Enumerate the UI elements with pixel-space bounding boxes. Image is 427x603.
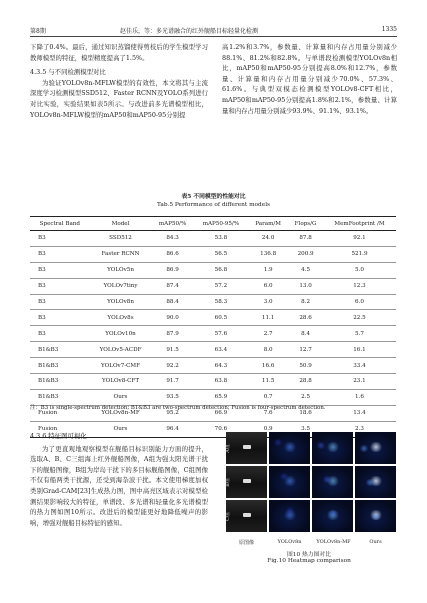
- table-caption-cn: 表5 不同模型的性能对比: [181, 194, 246, 200]
- cell-spectral-band: B1&B3: [30, 389, 90, 405]
- cell-model: YOLOv5n: [90, 262, 152, 278]
- cell-memfootprint: 521.9: [323, 246, 396, 262]
- cell-flops: 87.8: [288, 231, 323, 247]
- header-map50: mAP50/%: [151, 217, 193, 231]
- cell-map50: 88.4: [151, 294, 193, 310]
- cell-map50: 96.4: [151, 421, 193, 437]
- header-rule: [30, 36, 397, 37]
- heat-spot: [371, 513, 381, 520]
- heat-spot: [316, 442, 326, 449]
- cell-model: YOLOv7tiny: [90, 278, 152, 294]
- section-435-body: 为验证YOLOv8n-MFLW模型的有效性，本文将其与主流深度学习检测模型SSD512、Faster RCNN及YOLO系列进行对比实验，实验结果如表5所示。与改进前多光谱模型相比，YOLOv8n-MFLW模型的mAP50和mAP50-95分别提: [30, 78, 208, 119]
- table-row: [30, 310, 396, 326]
- cell-map50-95: 63.4: [194, 342, 248, 358]
- cell-model: YOLOv10n: [90, 326, 152, 342]
- heatmap-image: [269, 432, 310, 464]
- heat-spot: [279, 473, 289, 480]
- cell-memfootprint: 33.4: [323, 358, 396, 374]
- heat-spot: [283, 442, 297, 452]
- cell-map50-95: 58.3: [194, 294, 248, 310]
- header-param: Param/M: [248, 217, 288, 231]
- cell-map50-95: 57.2: [194, 278, 248, 294]
- cell-model: YOLOv5-ACDF: [90, 342, 152, 358]
- cell-flops: 28.6: [288, 310, 323, 326]
- cell-memfootprint: 6.0: [323, 294, 396, 310]
- cell-param: 11.5: [248, 374, 288, 390]
- table-caption-en: Tab.5 Performance of different models: [156, 202, 271, 208]
- heat-spot: [369, 442, 383, 452]
- cell-spectral-band: B1&B3: [30, 374, 90, 390]
- cell-model: Ours: [90, 389, 152, 405]
- cell-memfootprint: 22.5: [323, 310, 396, 326]
- section-436-body: 为了更直观地观察模型在舰船目标识别能力方面的提升，选取A、B、C三组海上红外舰船图像，A组为强太阳光谱干扰下的舰船图像，B组为岸岛干扰下的多目标舰船图像，C组图像不仅有船两类干扰源，还受到海杂波干扰。本文使用梯度加权类别Grad-CAM[23]生成热力图，图中高亮区域表示对模型检测结果影响较大的特征，单谱段、多光谱和轻量化多光谱模型的热力图如图10所示。改进后的模型能更好地降低噪声的影响，增强对舰船目标特征的感知。: [30, 444, 208, 527]
- cell-model: YOLOv7-CMF: [90, 358, 152, 374]
- cell-model: YOLOv8n: [90, 294, 152, 310]
- cell-flops: 13.0: [288, 278, 323, 294]
- header-flops: Flops/G: [288, 217, 323, 231]
- cell-map50: 91.7: [151, 374, 193, 390]
- cell-flops: 50.9: [288, 358, 323, 374]
- left-top-paragraph: 下降了0.4%。最后，通过知识蒸馏使得剪枝后的学生模型学习教师模型的特征，模型精度提高了1.5%。: [30, 43, 208, 62]
- cell-spectral-band: B3: [30, 310, 90, 326]
- cell-map50: 86.9: [151, 262, 193, 278]
- header-map50-95: mAP50-95/%: [194, 217, 248, 231]
- right-column-top: [222, 42, 397, 116]
- table-note: 注：B3 is single-spectrum detection; B1&B3 are two-spectrum detection; Fusion is four-spectrum detection.: [30, 405, 326, 411]
- cell-spectral-band: B3: [30, 278, 90, 294]
- original-ir-image: [226, 432, 267, 464]
- row-label: B组: [224, 478, 231, 487]
- cell-map50-95: 65.9: [194, 389, 248, 405]
- cell-flops: 12.7: [288, 342, 323, 358]
- cell-memfootprint: 5.7: [323, 326, 396, 342]
- row-label: A组: [224, 444, 231, 453]
- original-ir-image: [226, 500, 267, 532]
- cell-map50-95: 66.9: [194, 405, 248, 421]
- heat-spot: [326, 442, 340, 452]
- heat-spot: [322, 476, 332, 483]
- table-caption: [0, 191, 427, 208]
- cell-spectral-band: B3: [30, 326, 90, 342]
- cell-model: Faster RCNN: [90, 246, 152, 262]
- table-row: [30, 246, 396, 262]
- cell-map50: 92.2: [151, 358, 193, 374]
- col-label-original: 原图像: [238, 540, 254, 546]
- cell-memfootprint: 12.3: [323, 278, 396, 294]
- cell-spectral-band: Fusion: [30, 405, 90, 421]
- cell-flops: 2.5: [288, 389, 323, 405]
- section-435-heading: 4.3.5 与不同检测模型对比: [30, 68, 106, 77]
- section-436-heading: 4.3.6 特征图可视化: [30, 432, 87, 440]
- ship-target: [243, 445, 251, 449]
- cell-map50-95: 56.8: [194, 262, 248, 278]
- cell-param: 0.9: [248, 421, 288, 437]
- cell-memfootprint: 16.1: [323, 342, 396, 358]
- heatmap-image: [312, 500, 353, 532]
- heatmap-image: [355, 466, 396, 498]
- cell-spectral-band: B3: [30, 231, 90, 247]
- cell-spectral-band: B3: [30, 262, 90, 278]
- heat-spot: [365, 479, 375, 486]
- table-row: [30, 358, 396, 374]
- cell-flops: 4.5: [288, 262, 323, 278]
- cell-map50-95: 64.3: [194, 358, 248, 374]
- header-memfootprint: MemFootprint /M: [323, 217, 396, 231]
- figure-caption-cn: 图10 热力图对比: [286, 552, 331, 558]
- col-label-yolov8n-mf: YOLOv8n-MF: [316, 539, 351, 545]
- heatmap-image: [355, 432, 396, 464]
- cell-spectral-band: B3: [30, 246, 90, 262]
- header-model: Model: [90, 217, 152, 231]
- cell-map50-95: 70.6: [194, 421, 248, 437]
- cell-map50-95: 63.8: [194, 374, 248, 390]
- cell-param: 0.7: [248, 389, 288, 405]
- cell-map50: 87.9: [151, 326, 193, 342]
- cell-model: Ours: [90, 421, 152, 437]
- table-header-row: [30, 217, 396, 231]
- cell-spectral-band: B3: [30, 294, 90, 310]
- original-ir-image: [226, 466, 267, 498]
- cell-param: 8.0: [248, 342, 288, 358]
- cell-model: SSD512: [90, 231, 152, 247]
- row-label: C组: [224, 512, 231, 521]
- heatmap-image: [269, 500, 310, 532]
- heatmap-image: [355, 500, 396, 532]
- cell-param: 7.6: [248, 405, 288, 421]
- cell-spectral-band: B1&B3: [30, 358, 90, 374]
- col-label-ours: Ours: [369, 539, 382, 545]
- figure-caption-en: Fig.10 Heatmap comparison: [267, 558, 351, 564]
- table-row: [30, 342, 396, 358]
- cell-model: YOLOv8n-MF: [90, 405, 152, 421]
- heat-spot: [285, 507, 295, 514]
- cell-memfootprint: 5.0: [323, 262, 396, 278]
- col-label-yolov8n: YOLOv8n: [277, 539, 302, 545]
- heatmap-image: [269, 466, 310, 498]
- cell-param: 6.0: [248, 278, 288, 294]
- cell-map50: 93.5: [151, 389, 193, 405]
- heat-spot: [359, 445, 369, 452]
- header-running-title: 赵佳乐，等：多光谱融合的红外舰船目标轻量化检测: [120, 28, 259, 35]
- cell-map50-95: 56.5: [194, 246, 248, 262]
- cell-model: YOLOv8s: [90, 310, 152, 326]
- heat-spot: [328, 510, 338, 517]
- cell-spectral-band: Fusion: [30, 421, 90, 437]
- cell-map50: 91.5: [151, 342, 193, 358]
- table-row: [30, 231, 396, 247]
- cell-map50: 90.0: [151, 310, 193, 326]
- heatmap-image: [312, 466, 353, 498]
- right-top-paragraph: 高1.2%和3.7%，参数量、计算量和内存占用量分别减少88.1%、81.2%和82.8%。与单谱段检测模型YOLOv8n相比，mAP50和mAP50-95分别提高8.0%和12.7%，参数量、计算量和内存占用量分别减少70.0%、57.3%、61.6%。与典型双模态检测模型YOLOv8-CFT相比，mAP50和mAP50-95分别提高1.8%和2.1%，参数量、计算量和内存占用量分别减少93.9%、91.1%、93.1%。: [222, 43, 397, 115]
- table-row: [30, 326, 396, 342]
- header-issue: 第8期: [30, 28, 46, 35]
- cell-param: 16.6: [248, 358, 288, 374]
- heatmap-figure: [220, 430, 398, 580]
- cell-map50: 84.3: [151, 231, 193, 247]
- cell-memfootprint: 2.3: [323, 421, 396, 437]
- header-spectral-band: Spectral Band: [30, 217, 90, 231]
- cell-flops: 3.5: [288, 421, 323, 437]
- cell-memfootprint: 23.1: [323, 374, 396, 390]
- table-row: [30, 374, 396, 390]
- heat-spot: [273, 439, 283, 446]
- cell-flops: 18.6: [288, 405, 323, 421]
- cell-model: YOLOv8-CFT: [90, 374, 152, 390]
- cell-flops: 28.8: [288, 374, 323, 390]
- cell-flops: 200.9: [288, 246, 323, 262]
- cell-memfootprint: 13.4: [323, 405, 396, 421]
- header-page-number: 1335: [381, 26, 397, 33]
- cell-param: 11.1: [248, 310, 288, 326]
- table-row: [30, 294, 396, 310]
- cell-param: 2.7: [248, 326, 288, 342]
- ship-target: [243, 479, 251, 483]
- cell-spectral-band: B1&B3: [30, 342, 90, 358]
- cell-map50: 86.6: [151, 246, 193, 262]
- cell-flops: 8.4: [288, 326, 323, 342]
- ship-target: [243, 513, 251, 517]
- table-row: [30, 262, 396, 278]
- cell-map50-95: 60.5: [194, 310, 248, 326]
- left-column-bottom: [30, 431, 208, 528]
- cell-flops: 8.2: [288, 294, 323, 310]
- cell-param: 1.9: [248, 262, 288, 278]
- cell-map50: 87.4: [151, 278, 193, 294]
- left-column-top: [30, 42, 208, 120]
- cell-map50-95: 57.6: [194, 326, 248, 342]
- heatmap-image: [312, 432, 353, 464]
- cell-param: 136.8: [248, 246, 288, 262]
- cell-memfootprint: 92.1: [323, 231, 396, 247]
- cell-map50-95: 53.8: [194, 231, 248, 247]
- cell-memfootprint: 1.6: [323, 389, 396, 405]
- cell-param: 3.0: [248, 294, 288, 310]
- cell-param: 24.0: [248, 231, 288, 247]
- table-row: [30, 278, 396, 294]
- cell-map50: 95.2: [151, 405, 193, 421]
